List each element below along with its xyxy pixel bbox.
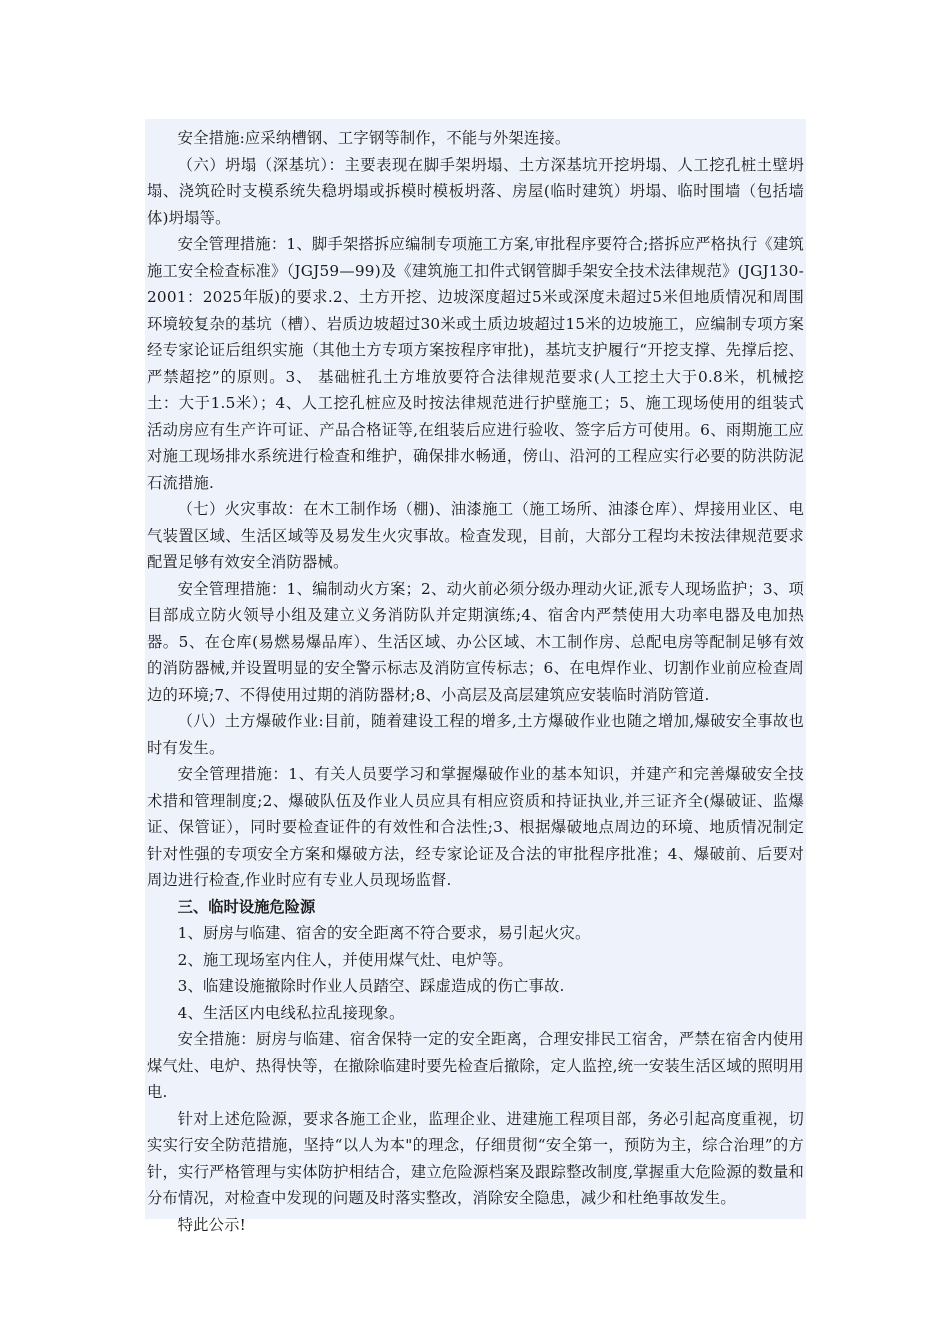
- paragraph: （七）火灾事故：在木工制作场（棚)、油漆施工（施工场所、油漆仓库）、焊接用业区、电气装置区域、生活区域等及易发生火灾事故。检查发现，目前，大部分工程均未按法律规范要求配置足够有效安全消防器械。: [147, 500, 804, 571]
- paragraph: 针对上述危险源，要求各施工企业，监理企业、进建施工程项目部，务必引起高度重视，切实实行安全防范措施，坚持“以人为本"的理念，仔细贯彻“安全第一，预防为主，综合治理”的方针，实行严格管理与实体防护相结合，建立危险源档案及跟踪整改制度,掌握重大危险源的数量和分布情况，对检查中发现的问题及时落实整改，消除安全隐患，减少和杜绝事故发生。: [147, 1109, 804, 1207]
- paragraph: 安全管理措施：1、脚手架搭拆应编制专项施工方案,审批程序要符合;搭拆应严格执行《建筑施工安全检查标准》（JGJ59—99)及《建筑施工扣件式钢管脚手架安全技术法律规范》(JGJ130-2001：2025年版)的要求.2、土方开挖、边坡深度超过5米或深度未超过5米但地质情况和周围环境较复杂的基坑（槽）、岩质边坡超过30米或土质边坡超过15米的边坡施工，应编制专项方案经专家论证后组织实施（其他土方专项方案按程序审批)，基坑支护履行“开挖支撑、先撑后挖、严禁超挖”的原则。3、 基础桩孔土方堆放要符合法律规范要求(人工挖土大于0.8米，机械挖土：大于1.5米）；4、人工挖孔桩应及时按法律规范进行护壁施工；5、施工现场使用的组装式活动房应有生产许可证、产品合格证等,在组装后应进行验收、签字后方可使用。6、雨期施工应对施工现场排水系统进行检查和维护，确保排水畅通，傍山、沿河的工程应实行必要的防洪防泥石流措施.: [147, 235, 804, 492]
- paragraph: （八）土方爆破作业:目前，随着建设工程的增多,土方爆破作业也随之增加,爆破安全事故也时有发生。: [147, 712, 804, 757]
- list-item: 3、临建设施撤除时作业人员踏空、踩虚造成的伤亡事故.: [177, 977, 565, 995]
- section-heading: 三、临时设施危险源: [177, 897, 316, 916]
- paragraph: 安全措施：厨房与临建、宿舍保特一定的安全距离，合理安排民工宿舍，严禁在宿舍内使用煤气灶、电炉、热得快等，在撤除临建时要先检查后撤除，定人监控,统一安装生活区域的照明用电.: [147, 1030, 804, 1101]
- paragraph: 安全管理措施：1、编制动火方案；2、动火前必须分级办理动火证,派专人现场监护；3、项目部成立防火领导小组及建立义务消防队并定期演练;4、宿舍内严禁使用大功率电器及电加热器。5、在仓库(易燃易爆品库）、生活区域、办公区域、木工制作房、总配电房等配制足够有效的消防器械,并设置明显的安全警示标志及消防宣传标志；6、在电焊作业、切割作业前应检查周边的环境;7、不得使用过期的消防器材;8、小高层及高层建筑应安装临时消防管道.: [147, 579, 804, 704]
- paragraph: 安全措施:应采纳槽钢、工字钢等制作，不能与外架连接。: [177, 129, 571, 147]
- closing-line: 特此公示!: [177, 1215, 246, 1234]
- list-item: 1、厨房与临建、宿舍的安全距离不符合要求，易引起火灾。: [177, 924, 591, 942]
- list-item: 4、生活区内电线私拉乱接现象。: [177, 1003, 405, 1022]
- paragraph: （六）坍塌（深基坑）：主要表现在脚手架坍塌、土方深基坑开挖坍塌、人工挖孔桩土壁坍塌、浇筑砼时支模系统失稳坍塌或拆模时模板坍落、房屋(临时建筑）坍塌、临时围墙（包括墙体)坍塌等。: [147, 155, 804, 227]
- list-item: 2、施工现场室内住人，并使用煤气灶、电炉等。: [177, 950, 513, 969]
- paragraph: 安全管理措施：1、有关人员要学习和掌握爆破作业的基本知识，并建产和完善爆破安全技术措和管理制度;2、爆破队伍及作业人员应具有相应资质和持证执业,并三证齐全(爆破证、监爆证、保管证），同时要检查证件的有效性和合法性;3、根据爆破地点周边的环境、地质情况制定针对性强的专项安全方案和爆破方法，经专家论证及合法的审批程序批准；4、爆破前、后要对周边进行检查,作业时应有专业人员现场监督.: [147, 765, 804, 889]
- document-body: [145, 119, 806, 1234]
